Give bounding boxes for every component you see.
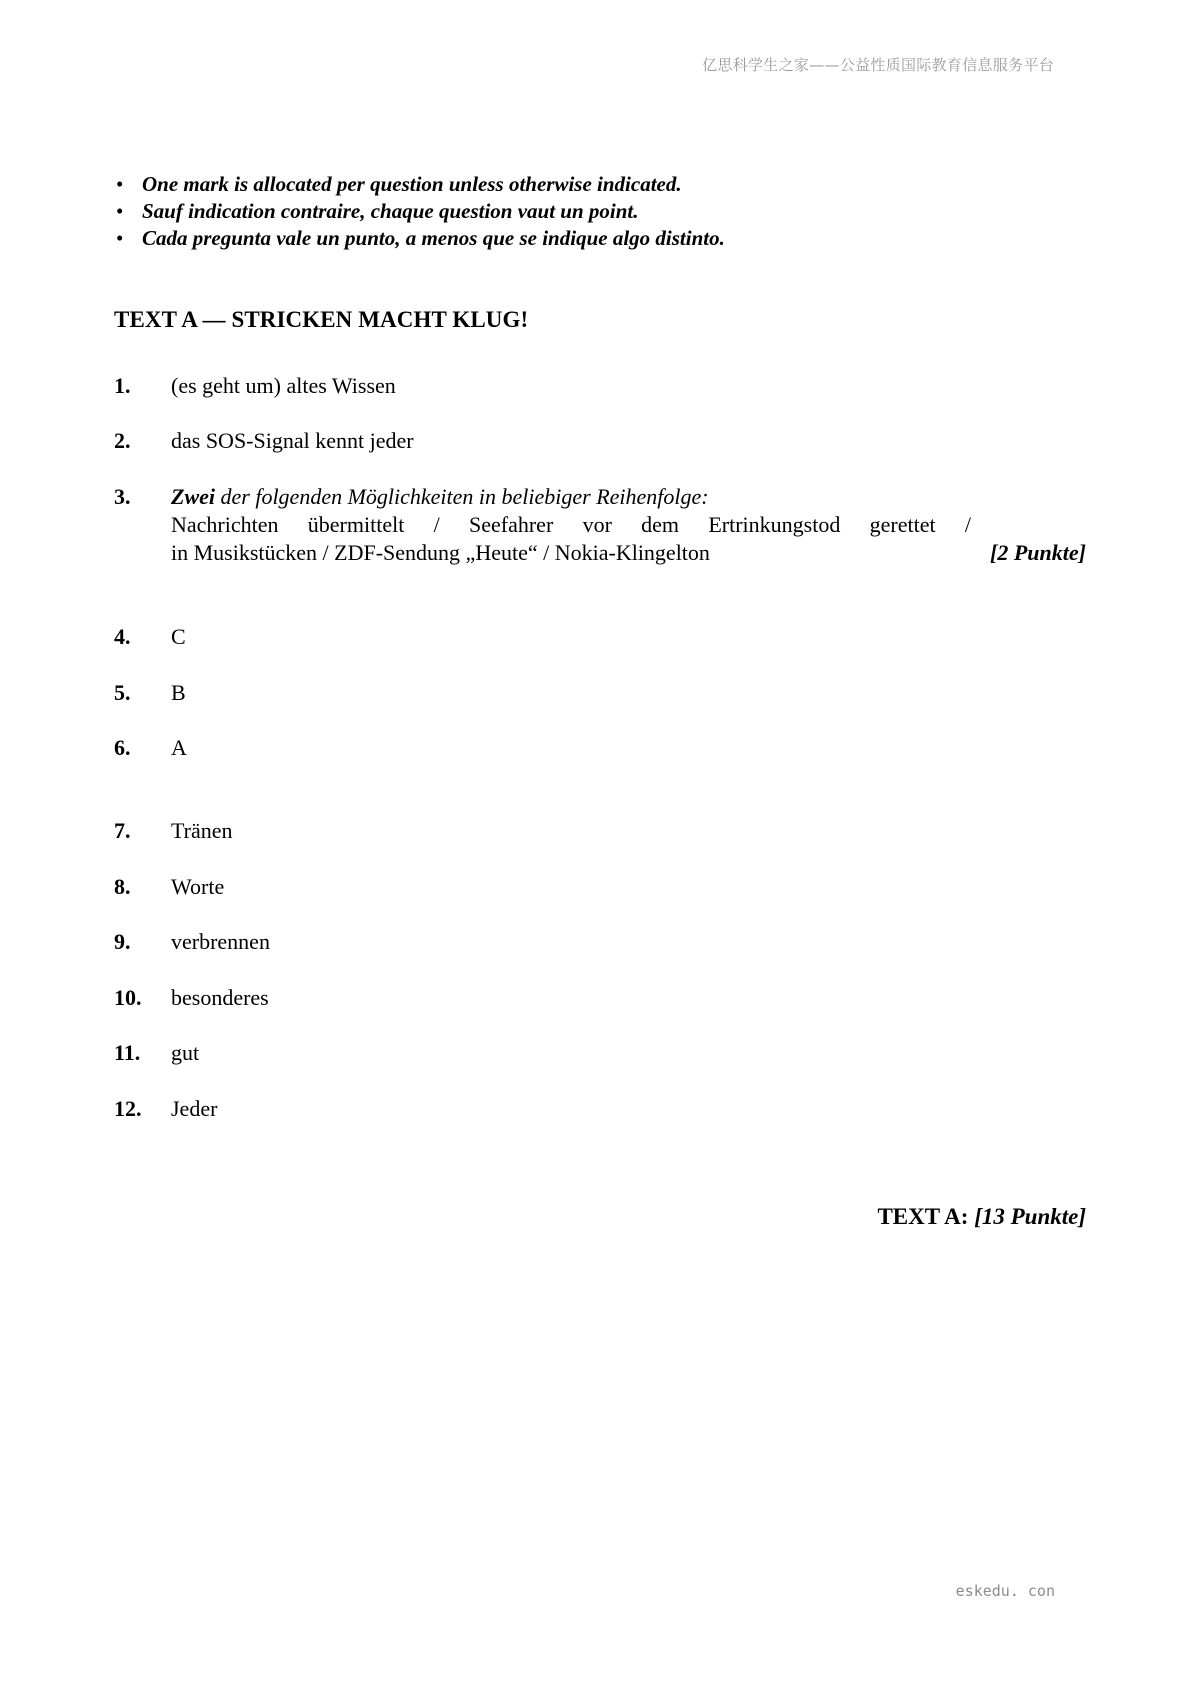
- bullet-icon: •: [116, 172, 124, 196]
- question-number: 12.: [114, 1096, 142, 1121]
- answer-word: dem: [641, 512, 680, 537]
- answer-word: übermittelt: [307, 512, 405, 537]
- section-total: [877, 1204, 1086, 1230]
- answer-word: Ertrinkungstod: [708, 512, 841, 537]
- section-total-label: TEXT A:: [877, 1204, 969, 1229]
- answer-word: gerettet: [869, 512, 936, 537]
- question-3-line-2-text: in Musikstücken / ZDF-Sendung „Heute“ / Nokia-Klingelton: [171, 540, 710, 565]
- answer-word: /: [433, 512, 440, 537]
- question-number: 5.: [114, 680, 131, 705]
- question-answer: B: [171, 680, 186, 705]
- bullet-icon: •: [116, 199, 124, 223]
- question-3-line-2: [171, 539, 1086, 567]
- section-total-value: [13 Punkte]: [974, 1204, 1086, 1229]
- instruction-item-es: [114, 225, 725, 252]
- question-number: 6.: [114, 735, 131, 760]
- question-number: 4.: [114, 624, 131, 649]
- answer-word: Seefahrer: [469, 512, 554, 537]
- question-answer: (es geht um) altes Wissen: [171, 373, 396, 398]
- question-3-line-1: [171, 511, 971, 539]
- question-number: 2.: [114, 428, 131, 453]
- question-3-points: [2 Punkte]: [990, 540, 1086, 565]
- instruction-text: One mark is allocated per question unless otherwise indicated.: [142, 172, 682, 196]
- footer-site-text: eskedu. con: [955, 1582, 1055, 1600]
- question-3-intro-rest: der folgenden Möglichkeiten in beliebiger Reihenfolge:: [220, 484, 709, 509]
- question-3-intro-bold: Zwei: [171, 484, 215, 509]
- answer-word: Nachrichten: [171, 512, 279, 537]
- bullet-icon: •: [116, 226, 124, 250]
- instruction-item-fr: [114, 198, 725, 225]
- question-number: 8.: [114, 874, 131, 899]
- question-answer: Jeder: [171, 1096, 218, 1121]
- question-number: 11.: [114, 1040, 141, 1065]
- question-number: 7.: [114, 818, 131, 843]
- question-answer: das SOS-Signal kennt jeder: [171, 428, 414, 453]
- question-number: 10.: [114, 985, 142, 1010]
- question-answer: besonderes: [171, 985, 269, 1010]
- instruction-text: Sauf indication contraire, chaque question vaut un point.: [142, 199, 639, 223]
- question-number: 1.: [114, 373, 131, 398]
- question-3-intro: [171, 483, 1086, 511]
- question-answer: A: [171, 735, 187, 760]
- question-answer: C: [171, 624, 186, 649]
- question-answer: [171, 483, 1086, 567]
- section-title: TEXT A — STRICKEN MACHT KLUG!: [114, 307, 529, 332]
- instruction-item-en: [114, 171, 725, 198]
- question-number: 9.: [114, 929, 131, 954]
- question-answer: Tränen: [171, 818, 233, 843]
- question-number: 3.: [114, 484, 131, 509]
- question-answer: gut: [171, 1040, 200, 1065]
- instruction-list: [114, 171, 725, 252]
- instruction-text: Cada pregunta vale un punto, a menos que se indique algo distinto.: [142, 226, 725, 250]
- answer-word: /: [964, 512, 971, 537]
- header-site-text: 亿思科学生之家——公益性质国际教育信息服务平台: [702, 56, 1054, 74]
- question-answer: Worte: [171, 874, 225, 899]
- question-answer: verbrennen: [171, 929, 270, 954]
- answer-word: vor: [582, 512, 612, 537]
